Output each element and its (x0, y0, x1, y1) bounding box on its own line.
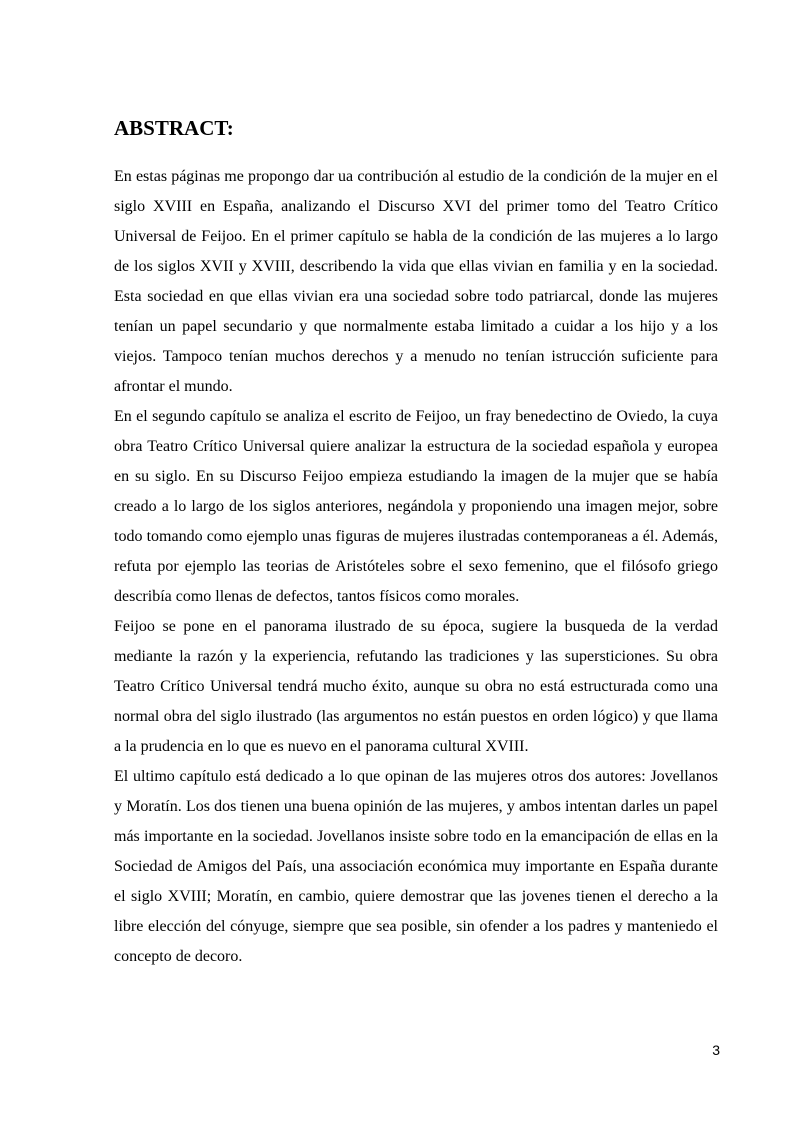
abstract-paragraph-3: Feijoo se pone en el panorama ilustrado de su época, sugiere la busqueda de la verdad mediante la razón y la experiencia, refutando las tradiciones y las supersticiones. Su obra Teatro Crítico Universal tendrá mucho éxito, aunque su obra no está estructurada como una normal obra del siglo ilustrado (las argumentos no están puestos en orden lógico) y que llama a la prudencia en lo que es nuevo en el panorama cultural XVIII. (114, 618, 718, 755)
abstract-body (114, 162, 718, 972)
abstract-paragraph-4: El ultimo capítulo está dedicado a lo que opinan de las mujeres otros dos autores: Jovellanos y Moratín. Los dos tienen una buena opinión de las mujeres, y ambos intentan darles un papel más importante en la sociedad. Jovellanos insiste sobre todo en la emancipación de ellas en la Sociedad de Amigos del País, una associación económica muy importante en España durante el siglo XVIII; Moratín, en cambio, quiere demostrar que las jovenes tienen el derecho a la libre elección del cónyuge, siempre que sea posible, sin ofender a los padres y manteniedo el concepto de decoro. (114, 768, 718, 965)
abstract-paragraph-2: En el segundo capítulo se analiza el escrito de Feijoo, un fray benedectino de Oviedo, la cuya obra Teatro Crítico Universal quiere analizar la estructura de la sociedad española y europea en su siglo. En su Discurso Feijoo empieza estudiando la imagen de la mujer que se había creado a lo largo de los siglos anteriores, negándola y proponiendo una imagen mejor, sobre todo tomando como ejemplo unas figuras de mujeres ilustradas contemporaneas a él. Además, refuta por ejemplo las teorias de Aristóteles sobre el sexo femenino, que el filósofo griego describía como llenas de defectos, tantos físicos como morales. (114, 408, 718, 605)
page-number: 3 (712, 1042, 720, 1058)
abstract-heading: ABSTRACT: (114, 116, 234, 140)
abstract-paragraph-1: En estas páginas me propongo dar ua contribución al estudio de la condición de la mujer en el siglo XVIII en España, analizando el Discurso XVI del primer tomo del Teatro Crítico Universal de Feijoo. En el primer capítulo se habla de la condición de las mujeres a lo largo de los siglos XVII y XVIII, describendo la vida que ellas vivian en familia y en la sociedad. Esta sociedad en que ellas vivian era una sociedad sobre todo patriarcal, donde las mujeres tenían un papel secundario y que normalmente estaba limitado a cuidar a los hijo y a los viejos. Tampoco tenían muchos derechos y a menudo no tenían istrucción suficiente para afrontar el mundo. (114, 168, 718, 395)
